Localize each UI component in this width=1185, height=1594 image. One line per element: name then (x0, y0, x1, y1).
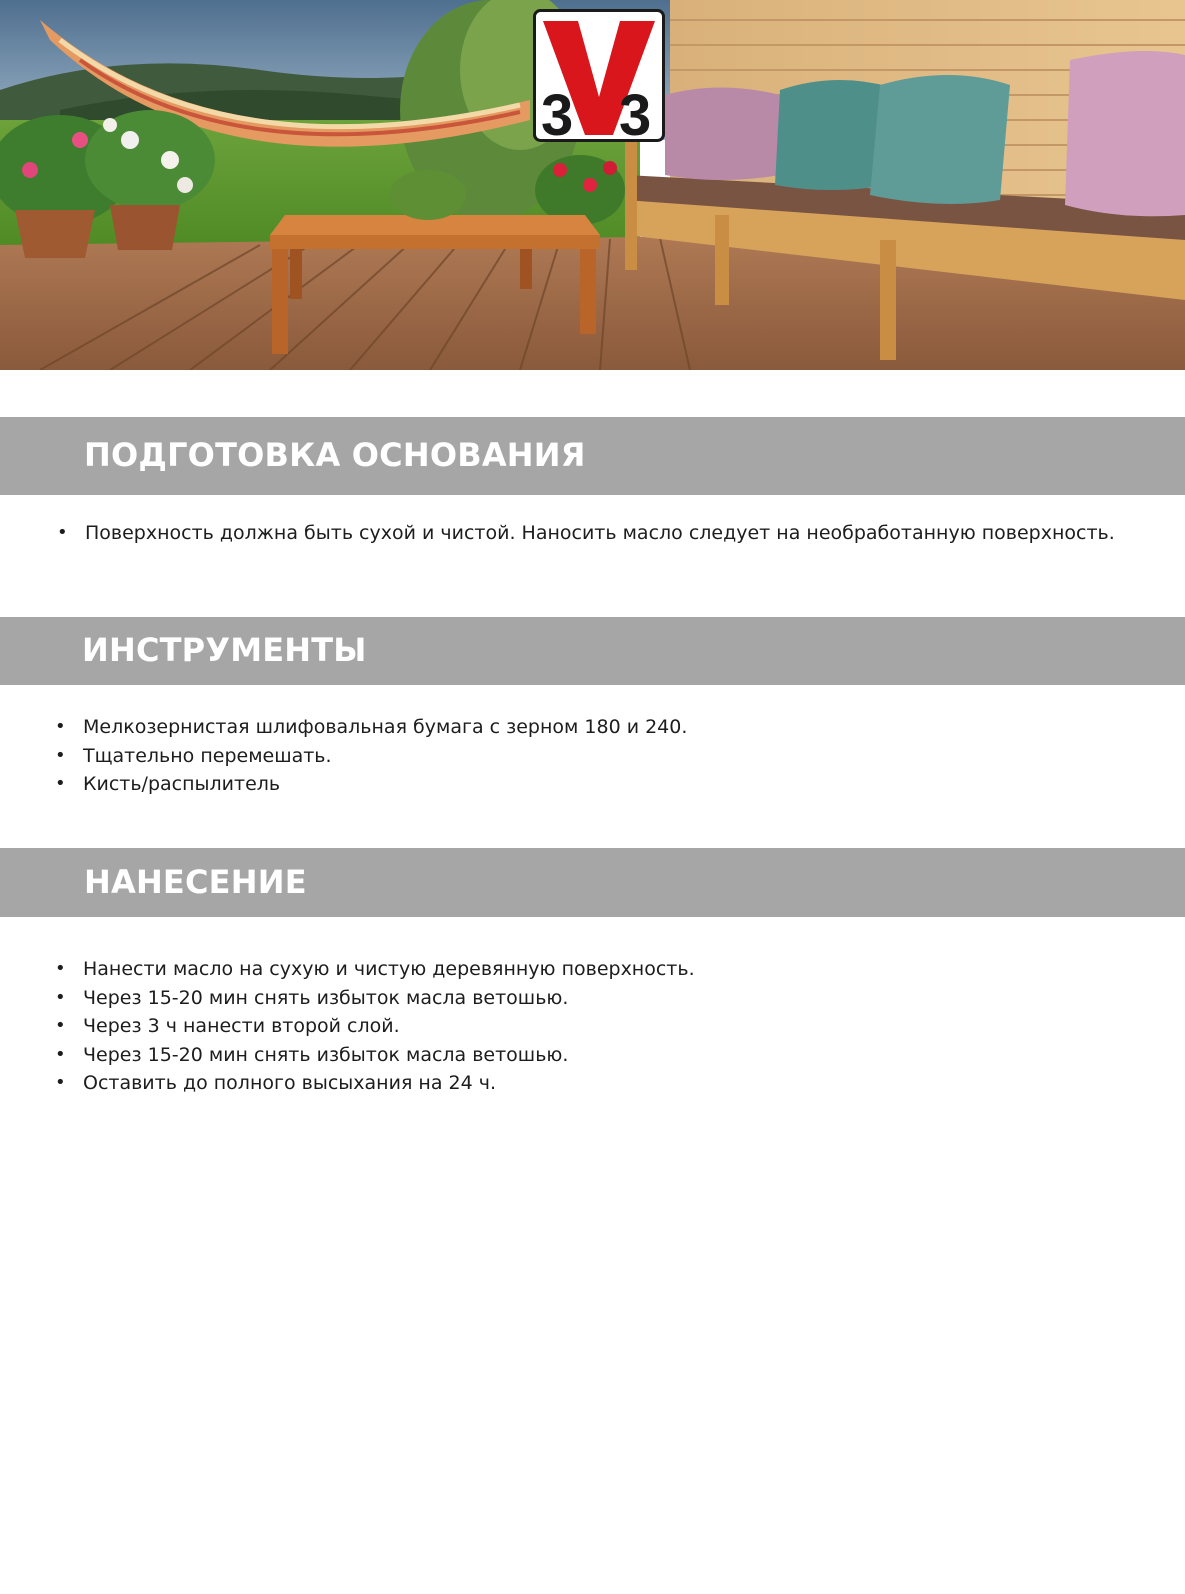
application-list (55, 955, 695, 1098)
section-header-preparation (0, 417, 1185, 495)
svg-text:3: 3 (541, 83, 574, 142)
tools-list (55, 713, 687, 799)
section-title: НАНЕСЕНИЕ (84, 863, 307, 901)
list-item: • Нанести масло на сухую и чистую деревянную поверхность. (55, 955, 695, 984)
section-title: ИНСТРУМЕНТЫ (82, 631, 367, 669)
list-item: • Через 15-20 мин снять избыток масла ветошью. (55, 984, 695, 1013)
section-title: ПОДГОТОВКА ОСНОВАНИЯ (84, 436, 586, 474)
brand-logo (533, 9, 665, 142)
list-item: • Поверхность должна быть сухой и чистой. Наносить масло следует на необработанную поверхность. (57, 519, 1115, 548)
list-item: • Тщательно перемешать. (55, 742, 687, 771)
svg-text:3: 3 (619, 83, 652, 142)
list-item: • Кисть/распылитель (55, 770, 687, 799)
preparation-list (57, 519, 1115, 548)
section-header-application (0, 848, 1185, 917)
section-header-tools (0, 617, 1185, 685)
list-item: • Через 15-20 мин снять избыток масла ветошью. (55, 1041, 695, 1070)
list-item: • Оставить до полного высыхания на 24 ч. (55, 1069, 695, 1098)
v33-logo-icon (533, 9, 665, 142)
list-item: • Через 3 ч нанести второй слой. (55, 1012, 695, 1041)
list-item: • Мелкозернистая шлифовальная бумага с зерном 180 и 240. (55, 713, 687, 742)
hero-photo (0, 0, 1185, 370)
